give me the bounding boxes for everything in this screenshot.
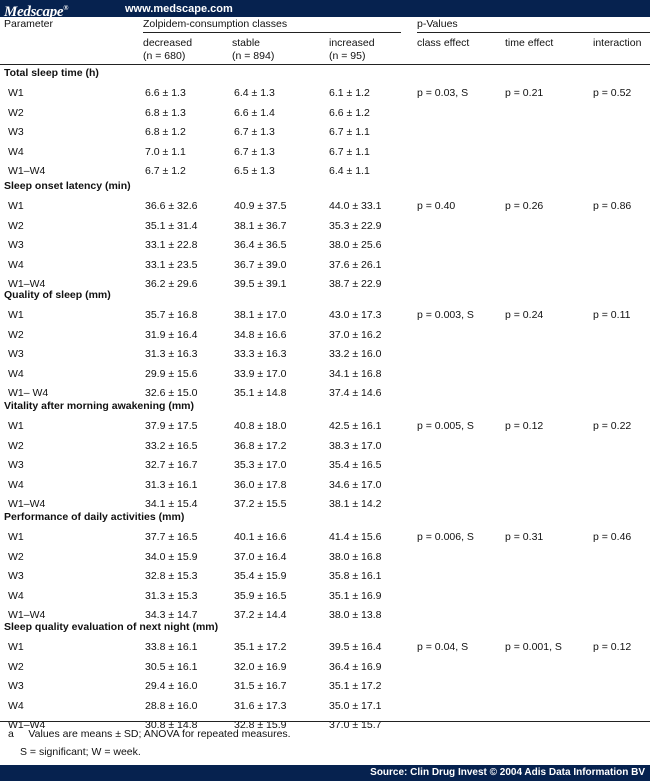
week-cell: W4 — [8, 590, 24, 602]
decreased-cell: 6.8 ± 1.2 — [145, 126, 186, 138]
stable-cell: 37.2 ± 14.4 — [234, 609, 287, 621]
week-cell: W1–W4 — [8, 719, 46, 731]
week-cell: W2 — [8, 661, 24, 673]
stable-cell: 40.9 ± 37.5 — [234, 200, 287, 212]
week-cell: W2 — [8, 107, 24, 119]
col-header-pvalues: p-Values — [417, 18, 458, 30]
interaction-cell: p = 0.46 — [593, 531, 632, 543]
stable-cell: 6.7 ± 1.3 — [234, 126, 275, 138]
class-effect-cell: p = 0.003, S — [417, 309, 474, 321]
time-effect-cell: p = 0.21 — [505, 87, 544, 99]
increased-cell: 37.0 ± 16.2 — [329, 329, 382, 341]
sub-header-time-effect: time effect — [505, 37, 554, 49]
decreased-cell: 6.7 ± 1.2 — [145, 165, 186, 177]
time-effect-cell: p = 0.31 — [505, 531, 544, 543]
interaction-cell: p = 0.11 — [593, 309, 631, 321]
decreased-cell: 35.7 ± 16.8 — [145, 309, 198, 321]
sub-header-decreased-n: (n = 680) — [143, 50, 186, 62]
stable-cell: 40.1 ± 16.6 — [234, 531, 287, 543]
sub-header-class-effect: class effect — [417, 37, 470, 49]
decreased-cell: 29.9 ± 15.6 — [145, 368, 198, 380]
decreased-cell: 33.2 ± 16.5 — [145, 440, 198, 452]
class-effect-cell: p = 0.03, S — [417, 87, 469, 99]
stable-cell: 35.3 ± 17.0 — [234, 459, 287, 471]
week-cell: W2 — [8, 551, 24, 563]
decreased-cell: 31.3 ± 15.3 — [145, 590, 198, 602]
stable-cell: 39.5 ± 39.1 — [234, 278, 287, 290]
sub-header-increased: increased — [329, 37, 375, 49]
week-cell: W4 — [8, 700, 24, 712]
class-effect-cell: p = 0.40 — [417, 200, 456, 212]
decreased-cell: 31.9 ± 16.4 — [145, 329, 198, 341]
col-header-classes: Zolpidem-consumption classes — [143, 18, 288, 30]
interaction-cell: p = 0.86 — [593, 200, 632, 212]
sub-header-interaction: interaction — [593, 37, 642, 49]
week-cell: W1–W4 — [8, 165, 46, 177]
increased-cell: 35.0 ± 17.1 — [329, 700, 382, 712]
increased-cell: 34.6 ± 17.0 — [329, 479, 382, 491]
stable-cell: 36.4 ± 36.5 — [234, 239, 287, 251]
stable-cell: 32.8 ± 15.9 — [234, 719, 287, 731]
decreased-cell: 34.3 ± 14.7 — [145, 609, 198, 621]
decreased-cell: 33.8 ± 16.1 — [145, 641, 198, 653]
stable-cell: 6.4 ± 1.3 — [234, 87, 275, 99]
stable-cell: 36.0 ± 17.8 — [234, 479, 287, 491]
increased-cell: 37.0 ± 15.7 — [329, 719, 382, 731]
interaction-cell: p = 0.52 — [593, 87, 632, 99]
increased-cell: 6.7 ± 1.1 — [329, 126, 370, 138]
source-credit: Source: Clin Drug Invest © 2004 Adis Data Information BV — [370, 767, 645, 778]
decreased-cell: 6.6 ± 1.3 — [145, 87, 186, 99]
increased-cell: 35.1 ± 16.9 — [329, 590, 382, 602]
section-title: Quality of sleep (mm) — [4, 289, 111, 301]
sub-header-stable: stable — [232, 37, 261, 49]
decreased-cell: 29.4 ± 16.0 — [145, 680, 198, 692]
decreased-cell: 36.6 ± 32.6 — [145, 200, 198, 212]
medscape-logo[interactable]: Medscape® — [4, 4, 69, 20]
stable-cell: 35.1 ± 17.2 — [234, 641, 287, 653]
section-title: Sleep onset latency (min) — [4, 180, 131, 192]
increased-cell: 6.4 ± 1.1 — [329, 165, 370, 177]
class-effect-cell: p = 0.006, S — [417, 531, 474, 543]
week-cell: W1 — [8, 200, 24, 212]
increased-cell: 42.5 ± 16.1 — [329, 420, 382, 432]
increased-cell: 39.5 ± 16.4 — [329, 641, 382, 653]
sub-header-increased-n: (n = 95) — [329, 50, 366, 62]
stable-cell: 6.7 ± 1.3 — [234, 146, 275, 158]
increased-cell: 35.4 ± 16.5 — [329, 459, 382, 471]
decreased-cell: 6.8 ± 1.3 — [145, 107, 186, 119]
section-title: Performance of daily activities (mm) — [4, 511, 185, 523]
decreased-cell: 32.6 ± 15.0 — [145, 387, 198, 399]
increased-cell: 36.4 ± 16.9 — [329, 661, 382, 673]
header-bottom-rule — [0, 64, 650, 65]
week-cell: W2 — [8, 329, 24, 341]
decreased-cell: 7.0 ± 1.1 — [145, 146, 186, 158]
decreased-cell: 31.3 ± 16.3 — [145, 348, 198, 360]
time-effect-cell: p = 0.24 — [505, 309, 544, 321]
time-effect-cell: p = 0.12 — [505, 420, 544, 432]
decreased-cell: 31.3 ± 16.1 — [145, 479, 198, 491]
section-title: Total sleep time (h) — [4, 67, 99, 79]
week-cell: W1–W4 — [8, 278, 46, 290]
stable-cell: 35.9 ± 16.5 — [234, 590, 287, 602]
week-cell: W2 — [8, 440, 24, 452]
increased-cell: 37.4 ± 14.6 — [329, 387, 382, 399]
stable-cell: 35.4 ± 15.9 — [234, 570, 287, 582]
increased-cell: 44.0 ± 33.1 — [329, 200, 382, 212]
stable-cell: 37.2 ± 15.5 — [234, 498, 287, 510]
sub-header-stable-n: (n = 894) — [232, 50, 275, 62]
header-bar — [0, 0, 650, 20]
week-cell: W4 — [8, 368, 24, 380]
table-bottom-rule — [0, 721, 650, 722]
stable-cell: 6.5 ± 1.3 — [234, 165, 275, 177]
col-header-parameter: Parameter — [4, 18, 54, 30]
increased-cell: 35.1 ± 17.2 — [329, 680, 382, 692]
sub-header-decreased: decreased — [143, 37, 193, 49]
week-cell: W1–W4 — [8, 498, 46, 510]
interaction-cell: p = 0.22 — [593, 420, 632, 432]
section-title: Vitality after morning awakening (mm) — [4, 400, 195, 412]
stable-cell: 31.5 ± 16.7 — [234, 680, 287, 692]
stable-cell: 33.9 ± 17.0 — [234, 368, 287, 380]
stable-cell: 6.6 ± 1.4 — [234, 107, 275, 119]
decreased-cell: 32.7 ± 16.7 — [145, 459, 198, 471]
increased-cell: 6.1 ± 1.2 — [329, 87, 370, 99]
classes-underline — [143, 32, 401, 33]
decreased-cell: 30.8 ± 14.8 — [145, 719, 198, 731]
increased-cell: 34.1 ± 16.8 — [329, 368, 382, 380]
week-cell: W3 — [8, 570, 24, 582]
week-cell: W1–W4 — [8, 609, 46, 621]
decreased-cell: 37.9 ± 17.5 — [145, 420, 198, 432]
time-effect-cell: p = 0.001, S — [505, 641, 562, 653]
week-cell: W4 — [8, 146, 24, 158]
week-cell: W3 — [8, 126, 24, 138]
stable-cell: 31.6 ± 17.3 — [234, 700, 287, 712]
week-cell: W3 — [8, 348, 24, 360]
decreased-cell: 32.8 ± 15.3 — [145, 570, 198, 582]
section-title: Sleep quality evaluation of next night (mm) — [4, 621, 219, 633]
decreased-cell: 36.2 ± 29.6 — [145, 278, 198, 290]
increased-cell: 38.3 ± 17.0 — [329, 440, 382, 452]
stable-cell: 37.0 ± 16.4 — [234, 551, 287, 563]
increased-cell: 38.0 ± 13.8 — [329, 609, 382, 621]
increased-cell: 38.0 ± 16.8 — [329, 551, 382, 563]
decreased-cell: 34.1 ± 15.4 — [145, 498, 198, 510]
week-cell: W3 — [8, 239, 24, 251]
pvalues-underline — [417, 32, 650, 33]
decreased-cell: 35.1 ± 31.4 — [145, 220, 198, 232]
increased-cell: 35.3 ± 22.9 — [329, 220, 382, 232]
week-cell: W1 — [8, 641, 24, 653]
decreased-cell: 30.5 ± 16.1 — [145, 661, 198, 673]
stable-cell: 36.7 ± 39.0 — [234, 259, 287, 271]
week-cell: W4 — [8, 479, 24, 491]
decreased-cell: 37.7 ± 16.5 — [145, 531, 198, 543]
class-effect-cell: p = 0.04, S — [417, 641, 469, 653]
increased-cell: 35.8 ± 16.1 — [329, 570, 382, 582]
week-cell: W3 — [8, 459, 24, 471]
week-cell: W1 — [8, 87, 24, 99]
increased-cell: 6.7 ± 1.1 — [329, 146, 370, 158]
increased-cell: 6.6 ± 1.2 — [329, 107, 370, 119]
increased-cell: 38.7 ± 22.9 — [329, 278, 382, 290]
stable-cell: 35.1 ± 14.8 — [234, 387, 287, 399]
increased-cell: 43.0 ± 17.3 — [329, 309, 382, 321]
stable-cell: 36.8 ± 17.2 — [234, 440, 287, 452]
decreased-cell: 34.0 ± 15.9 — [145, 551, 198, 563]
increased-cell: 38.0 ± 25.6 — [329, 239, 382, 251]
week-cell: W4 — [8, 259, 24, 271]
stable-cell: 33.3 ± 16.3 — [234, 348, 287, 360]
footnote-a: a Values are means ± SD; ANOVA for repeated measures. — [8, 728, 291, 740]
decreased-cell: 33.1 ± 22.8 — [145, 239, 198, 251]
week-cell: W1 — [8, 420, 24, 432]
class-effect-cell: p = 0.005, S — [417, 420, 474, 432]
increased-cell: 37.6 ± 26.1 — [329, 259, 382, 271]
footer-bar — [0, 765, 650, 781]
footnote-b: S = significant; W = week. — [20, 746, 141, 758]
week-cell: W1 — [8, 309, 24, 321]
decreased-cell: 33.1 ± 23.5 — [145, 259, 198, 271]
week-cell: W3 — [8, 680, 24, 692]
stable-cell: 40.8 ± 18.0 — [234, 420, 287, 432]
site-url[interactable]: www.medscape.com — [125, 3, 233, 15]
increased-cell: 41.4 ± 15.6 — [329, 531, 382, 543]
week-cell: W1 — [8, 531, 24, 543]
stable-cell: 38.1 ± 36.7 — [234, 220, 287, 232]
week-cell: W1– W4 — [8, 387, 49, 399]
increased-cell: 38.1 ± 14.2 — [329, 498, 382, 510]
time-effect-cell: p = 0.26 — [505, 200, 544, 212]
week-cell: W2 — [8, 220, 24, 232]
stable-cell: 38.1 ± 17.0 — [234, 309, 287, 321]
stable-cell: 32.0 ± 16.9 — [234, 661, 287, 673]
interaction-cell: p = 0.12 — [593, 641, 632, 653]
stable-cell: 34.8 ± 16.6 — [234, 329, 287, 341]
increased-cell: 33.2 ± 16.0 — [329, 348, 382, 360]
decreased-cell: 28.8 ± 16.0 — [145, 700, 198, 712]
